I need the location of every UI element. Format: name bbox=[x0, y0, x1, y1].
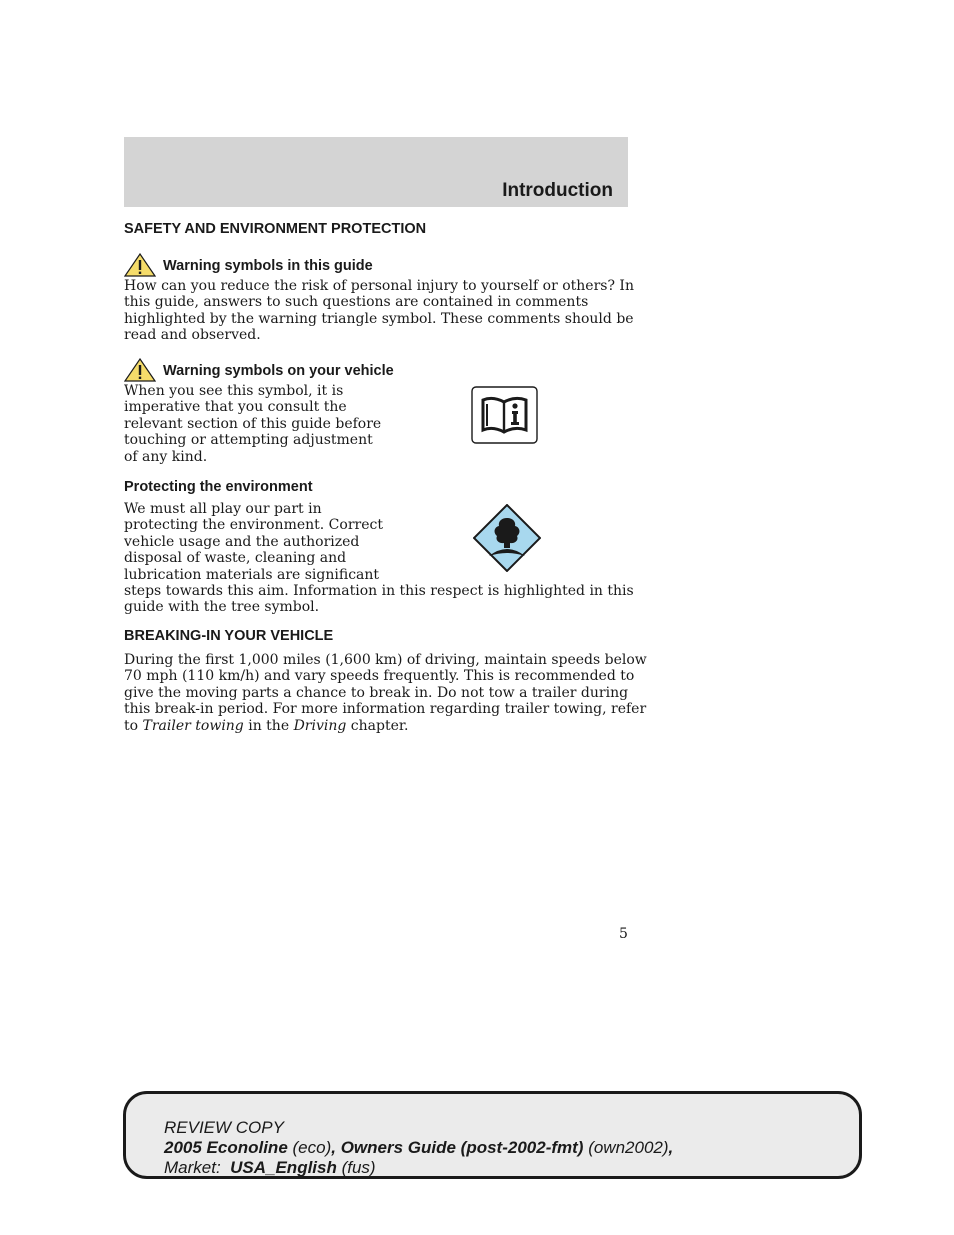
breaking-in-paragraph bbox=[124, 652, 647, 734]
text-line: read and observed. bbox=[124, 327, 261, 344]
text-line: this break-in period. For more information regarding trailer towing, refer bbox=[124, 701, 647, 718]
text-line: of any kind. bbox=[124, 448, 208, 465]
warning-vehicle-paragraph bbox=[124, 383, 381, 465]
section-header-band bbox=[124, 137, 628, 207]
footer-separator: , bbox=[668, 1138, 674, 1157]
warning-guide-heading-row bbox=[124, 253, 373, 277]
warning-vehicle-heading: Warning symbols on your vehicle bbox=[163, 363, 394, 379]
text-line: We must all play our part in bbox=[124, 501, 322, 517]
text-line: disposal of waste, cleaning and bbox=[124, 550, 347, 567]
text-line: highlighted by the warning triangle symbol. These comments should be bbox=[124, 310, 634, 327]
footer-guide-code: (own2002) bbox=[583, 1138, 669, 1157]
warning-guide-paragraph bbox=[124, 278, 634, 344]
section-title: Introduction bbox=[502, 180, 613, 201]
footer-market-label: Market: bbox=[164, 1158, 231, 1177]
owner-manual-info-icon bbox=[471, 386, 538, 444]
driving-chapter-reference: Driving bbox=[293, 717, 347, 734]
footer-market-code: (fus) bbox=[336, 1158, 376, 1177]
footer-model: 2005 Econoline bbox=[164, 1138, 288, 1157]
text-line: relevant section of this guide before bbox=[124, 415, 382, 432]
text-line: lubrication materials are significant bbox=[124, 566, 380, 583]
text-line: How can you reduce the risk of personal injury to yourself or others? In bbox=[124, 278, 634, 294]
environment-paragraph bbox=[124, 501, 634, 616]
text-fragment: to bbox=[124, 717, 143, 734]
safety-heading: SAFETY AND ENVIRONMENT PROTECTION bbox=[124, 221, 427, 237]
text-line: imperative that you consult the bbox=[124, 399, 347, 416]
text-line bbox=[124, 718, 647, 734]
footer-guide: Owners Guide (post-2002-fmt) bbox=[340, 1138, 584, 1157]
warning-triangle-icon bbox=[124, 253, 156, 277]
text-line: When you see this symbol, it is bbox=[124, 383, 344, 399]
text-line: steps towards this aim. Information in this respect is highlighted in this bbox=[124, 583, 634, 600]
text-line: protecting the environment. Correct bbox=[124, 517, 383, 534]
environment-heading: Protecting the environment bbox=[124, 479, 313, 495]
text-line: During the first 1,000 miles (1,600 km) of driving, maintain speeds below bbox=[124, 652, 647, 668]
text-fragment: in the bbox=[243, 717, 294, 734]
warning-guide-heading: Warning symbols in this guide bbox=[163, 258, 373, 274]
trailer-towing-reference: Trailer towing bbox=[142, 717, 244, 734]
review-copy-label: REVIEW COPY bbox=[164, 1118, 284, 1137]
text-line: vehicle usage and the authorized bbox=[124, 533, 360, 550]
warning-triangle-icon bbox=[124, 358, 156, 382]
text-line: touching or attempting adjustment bbox=[124, 432, 373, 449]
text-line: this guide, answers to such questions are contained in comments bbox=[124, 294, 589, 311]
footer-text bbox=[164, 1118, 673, 1178]
tree-environment-icon bbox=[473, 504, 541, 572]
text-line: give the moving parts a chance to break in. Do not tow a trailer during bbox=[124, 684, 629, 701]
page-number: 5 bbox=[619, 926, 628, 942]
review-copy-footer bbox=[123, 1091, 862, 1179]
text-line: guide with the tree symbol. bbox=[124, 599, 320, 616]
breaking-in-heading: BREAKING-IN YOUR VEHICLE bbox=[124, 628, 334, 644]
footer-model-code: (eco) bbox=[287, 1138, 332, 1157]
warning-vehicle-heading-row bbox=[124, 358, 394, 382]
text-line: 70 mph (110 km/h) and vary speeds frequently. This is recommended to bbox=[124, 668, 635, 685]
footer-separator: , bbox=[331, 1138, 341, 1157]
footer-market: USA_English bbox=[230, 1158, 337, 1177]
text-fragment: chapter. bbox=[346, 717, 409, 734]
